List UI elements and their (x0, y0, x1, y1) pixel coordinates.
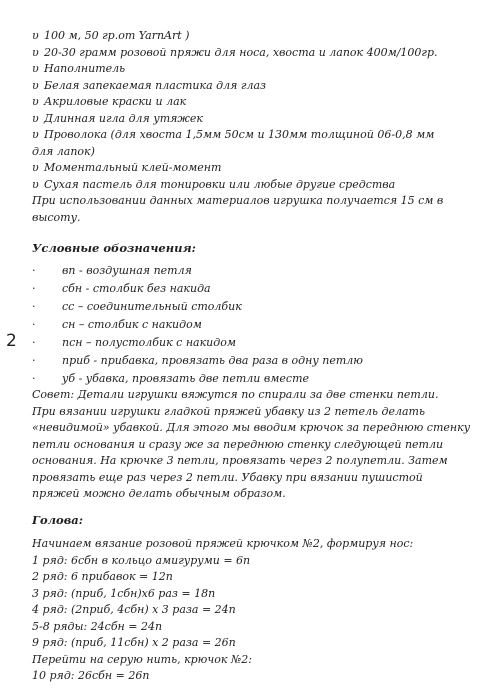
bullet-icon: υ (32, 111, 39, 125)
list-item (32, 94, 472, 111)
list-item (32, 127, 472, 144)
list-item (32, 316, 472, 334)
bullet-icon: · (32, 300, 36, 313)
bullet-icon: υ (32, 161, 39, 174)
step-line: 10 ряд: 26сбн = 26п (32, 669, 150, 682)
head-steps-list (32, 536, 472, 685)
bullet-icon: υ (32, 128, 39, 141)
list-item-text: сн – столбик с накидом (62, 318, 202, 331)
step-line: 3 ряд: (приб, 1сбн)х6 раз = 18п (32, 586, 216, 600)
list-item (32, 370, 472, 388)
paragraph-line: основания. На крючке 3 петли, провязать через 2 полупетли. Затем (32, 454, 448, 467)
list-item-text: Сухая пастель для тонировки или любые другие средства (44, 177, 396, 191)
list-item-text: Моментальный клей-момент (44, 161, 222, 174)
page-number: 2 (6, 331, 17, 351)
head-section-title: Голова: (32, 513, 83, 527)
list-item (32, 111, 472, 128)
list-item (32, 28, 472, 45)
list-item-continuation (32, 144, 472, 161)
list-item (32, 61, 472, 78)
list-item-text: Проволока (для хвоста 1,5мм 50см и 130мм толщиной 06-0,8 мм (44, 128, 435, 141)
advice-paragraph (32, 387, 472, 503)
list-item-text: Наполнитель (44, 62, 126, 75)
list-item-text: приб - прибавка, провязать два раза в одну петлю (62, 354, 363, 367)
paragraph-line: Совет: Детали игрушки вяжутся по спирали за две стенки петли. (32, 388, 439, 401)
bullet-icon: · (32, 336, 36, 349)
bullet-icon: · (32, 354, 36, 367)
list-item-text: псн – полустолбик с накидом (62, 336, 236, 349)
materials-list (32, 28, 472, 226)
step-line: 9 ряд: (приб, 11сбн) х 2 раза = 26п (32, 636, 236, 649)
summary-line: При использовании данных материалов игрушка получается 15 см в (32, 194, 444, 207)
list-item-text: вп - воздушная петля (62, 264, 192, 277)
bullet-icon: · (32, 264, 36, 277)
list-item (32, 280, 472, 298)
bullet-icon: · (32, 372, 36, 385)
paragraph-line: петли основания и сразу же за переднюю стенку следующей петли (32, 437, 444, 451)
bullet-icon: · (32, 318, 36, 331)
list-item (32, 177, 472, 194)
paragraph-line: При вязании игрушки гладкой пряжей убавку из 2 петель делать (32, 404, 425, 418)
list-item-text: 100 м, 50 гр.от YarnArt ) (44, 29, 190, 42)
bullet-icon: υ (32, 177, 39, 191)
list-item-text: Длинная игла для утяжек (44, 111, 203, 125)
step-line: Начинаем вязание розовой пряжей крючком №2, формируя нос: (32, 537, 414, 550)
paragraph-line: провязать еще раз через 2 петли. Убавку при вязании пушистой (32, 470, 423, 484)
bullet-icon: υ (32, 95, 39, 108)
step-line: 5-8 ряды: 24сбн = 24п (32, 619, 163, 633)
bullet-icon: · (32, 282, 36, 295)
list-item-text: уб - убавка, провязать две петли вместе (62, 372, 310, 385)
list-item-text: для лапок) (32, 144, 95, 158)
list-item-text: сбн - столбик без накида (62, 282, 211, 295)
step-line: Перейти на серую нить, крючок №2: (32, 652, 253, 666)
bullet-icon: υ (32, 62, 39, 75)
list-item (32, 262, 472, 280)
paragraph-line: «невидимой» убавкой. Для этого мы вводим крючок за переднюю стенку (32, 421, 471, 434)
bullet-icon: υ (32, 45, 39, 59)
list-item-text: сс – соединительный столбик (62, 300, 242, 313)
step-line: 1 ряд: 6сбн в кольцо амигуруми = 6п (32, 553, 251, 567)
paragraph-line: пряжей можно делать обычным образом. (32, 487, 286, 500)
list-item-text: Белая запекаемая пластика для глаз (44, 78, 267, 92)
list-item (32, 334, 472, 352)
list-item (32, 352, 472, 370)
legend-heading: Условные обозначения: (32, 241, 196, 255)
list-item (32, 45, 472, 62)
list-item (32, 160, 472, 177)
list-item (32, 298, 472, 316)
legend-list (32, 262, 472, 388)
summary-line: высоту. (32, 210, 81, 224)
step-line: 4 ряд: (2приб, 4сбн) х 3 раза = 24п (32, 603, 236, 616)
bullet-icon: υ (32, 29, 39, 42)
list-item-text: 20-30 грамм розовой пряжи для носа, хвоста и лапок 400м/100гр. (44, 45, 438, 59)
step-line: 2 ряд: 6 прибавок = 12п (32, 570, 173, 583)
list-item (32, 78, 472, 95)
list-item-text: Акриловые краски и лак (44, 95, 187, 108)
bullet-icon: υ (32, 78, 39, 92)
